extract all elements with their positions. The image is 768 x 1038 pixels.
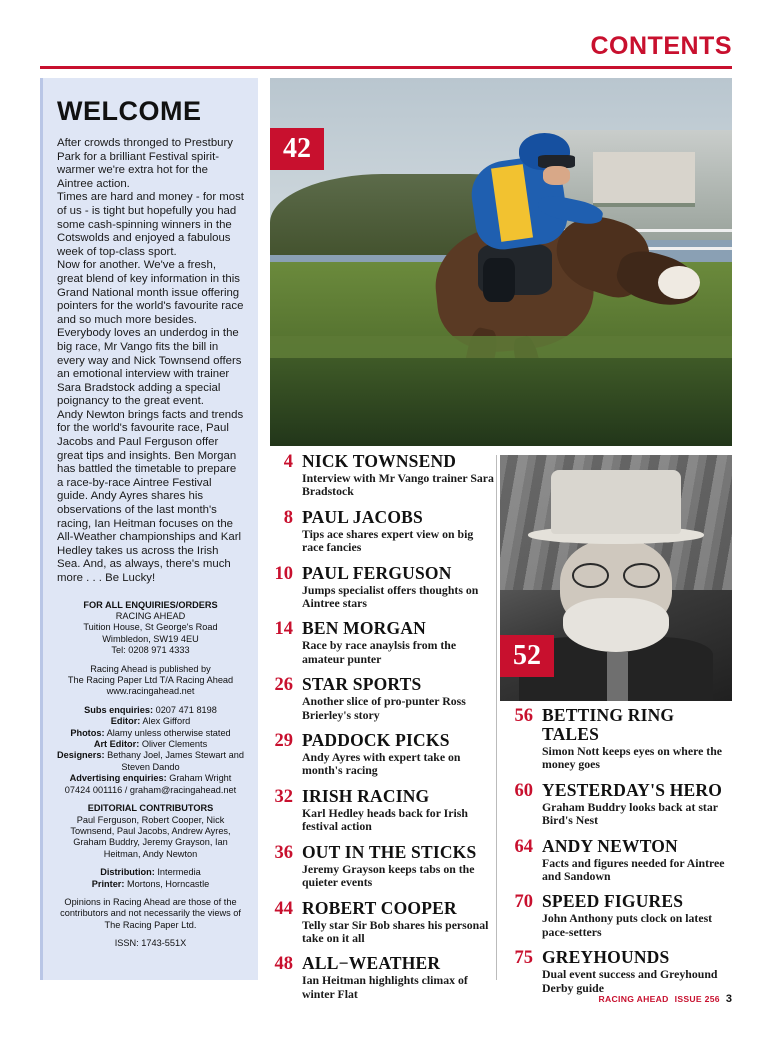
contents-page-number: 26 bbox=[274, 675, 293, 696]
contents-entry-subtitle: John Anthony puts clock on latest pace-setters bbox=[542, 911, 713, 939]
contents-page-number: 29 bbox=[274, 731, 293, 752]
contents-entry[interactable] bbox=[508, 948, 734, 995]
portrait-photo-tophat bbox=[500, 455, 732, 701]
contents-entry[interactable] bbox=[270, 564, 494, 611]
contents-entry-subtitle: Karl Hedley heads back for Irish festival action bbox=[302, 805, 468, 834]
contents-entry-title: ROBERT COOPER bbox=[302, 897, 457, 918]
enquiries-heading: FOR ALL ENQUIRIES/ORDERS bbox=[83, 599, 218, 610]
distribution-value: Intermedia bbox=[157, 867, 201, 878]
contents-entry-title: STAR SPORTS bbox=[302, 674, 422, 695]
contents-page-number: 8 bbox=[283, 507, 293, 528]
contents-entry[interactable] bbox=[270, 843, 494, 890]
contents-entry[interactable] bbox=[508, 837, 734, 884]
welcome-paragraph: Everybody loves an underdog in the big race, Mr Vango fits the bill in every way and Nick Townsend offers an emotional interview with trainer Sara Bradstock adding a special poignancy to the great event. bbox=[57, 327, 242, 408]
enquiries-address-line2: Wimbledon, SW19 4EU bbox=[102, 633, 199, 644]
contents-entry-title: YESTERDAY'S HERO bbox=[542, 779, 723, 800]
welcome-paragraph: Andy Newton brings facts and trends for the world's favourite race, Paul Jacobs and Paul Ferguson offer great tips and insights. Ben Morgan has battled the timetable to prepare a race-by-race Aintree Festival guide. Andy Ayres shares his observations of the last month's racing, Ian Heitman focuses on the All-Weather championships and Karl Hedley takes us across the Irish Sea. And, as always, there's much more . . . Be Lucky! bbox=[57, 408, 244, 584]
contents-entry-subtitle: Jeremy Grayson keeps tabs on the quieter events bbox=[302, 861, 475, 890]
advertising-value: Graham Wright bbox=[169, 773, 232, 784]
contents-entry[interactable] bbox=[270, 619, 494, 666]
contents-list-right bbox=[508, 706, 734, 1004]
portrait-beard-shape bbox=[563, 598, 670, 652]
welcome-title: WELCOME bbox=[57, 96, 202, 126]
contributors-list: Paul Ferguson, Robert Cooper, Nick Townsend, Paul Jacobs, Andrew Ayres, Graham Buddry, Jeremy Grayson, Ian Heitman, Andy Newton bbox=[70, 814, 231, 859]
contents-entry-title: PAUL JACOBS bbox=[302, 506, 423, 527]
contents-page-number: 36 bbox=[274, 842, 293, 863]
designers-value: Bethany Joel, James Stewart and Steven Dando bbox=[107, 750, 244, 772]
contents-entry-subtitle: Facts and figures needed for Aintree and Sandown bbox=[542, 855, 725, 884]
disclaimer-text: Opinions in Racing Ahead are those of the contributors and not necessarily the views of The Racing Paper Ltd. bbox=[60, 896, 241, 930]
contents-entry-title: GREYHOUNDS bbox=[542, 947, 670, 968]
contents-page-number: 56 bbox=[514, 706, 533, 726]
hero-photo-racing bbox=[270, 78, 732, 446]
contents-entry-title: IRISH RACING bbox=[302, 785, 430, 806]
page-footer bbox=[599, 993, 732, 1005]
portrait-tie-shape bbox=[607, 652, 628, 701]
contents-entry[interactable] bbox=[270, 731, 494, 778]
contents-entry-subtitle: Graham Buddry looks back at star Bird's Nest bbox=[542, 799, 718, 828]
contents-entry-subtitle: Interview with Mr Vango trainer Sara Bradstock bbox=[302, 471, 494, 499]
footer-page-number: 3 bbox=[725, 993, 732, 1005]
page-badge-52[interactable]: 52 bbox=[500, 635, 554, 677]
printer-value: Mortons, Horncastle bbox=[127, 878, 210, 889]
designers-label: Designers: bbox=[57, 750, 105, 761]
contents-entry[interactable] bbox=[270, 954, 494, 1001]
contents-entry-title: NICK TOWNSEND bbox=[302, 451, 457, 471]
glasses-icon bbox=[572, 563, 609, 588]
contents-page-number: 48 bbox=[274, 954, 293, 975]
contents-page-number: 60 bbox=[514, 780, 533, 801]
glasses-icon bbox=[623, 563, 660, 588]
advertising-contact[interactable]: 07424 001116 / graham@racingahead.net bbox=[64, 784, 237, 795]
contents-entry-title: ANDY NEWTON bbox=[542, 835, 678, 856]
contents-list-left bbox=[270, 452, 494, 1010]
enquiries-telephone: Tel: 0208 971 4333 bbox=[111, 645, 190, 656]
published-by-line1: Racing Ahead is published by bbox=[90, 663, 211, 674]
horse-blaze-shape bbox=[658, 266, 700, 299]
page-title: CONTENTS bbox=[590, 32, 732, 60]
contents-entry-title: PAUL FERGUSON bbox=[302, 562, 452, 583]
contents-entry-title: PADDOCK PICKS bbox=[302, 730, 450, 751]
contents-page-number: 44 bbox=[274, 898, 293, 919]
contents-entry[interactable] bbox=[270, 508, 494, 555]
contents-page-number: 32 bbox=[274, 786, 293, 807]
photos-label: Photos: bbox=[70, 727, 105, 738]
editor-value: Alex Gifford bbox=[142, 716, 191, 727]
welcome-paragraph: After crowds thronged to Prestbury Park for a brilliant Festival spirit-warmer we're extra hot for the Aintree action. bbox=[57, 137, 234, 190]
subs-value: 0207 471 8198 bbox=[155, 704, 217, 715]
contents-entry[interactable] bbox=[270, 787, 494, 834]
enquiries-block bbox=[57, 600, 244, 950]
contents-entry-subtitle: Jumps specialist offers thoughts on Aintree stars bbox=[302, 582, 479, 611]
jockey-boot-shape bbox=[483, 258, 515, 302]
contents-entry-subtitle: Another slice of pro-punter Ross Brierley's story bbox=[302, 694, 466, 722]
contents-page-number: 64 bbox=[514, 836, 533, 857]
contents-entry-subtitle: Simon Nott keeps eyes on where the money goes bbox=[542, 744, 723, 772]
contents-entry-title: BETTING RING TALES bbox=[542, 705, 675, 744]
art-editor-value: Oliver Clements bbox=[141, 739, 208, 750]
contents-entry-subtitle: Race by race anaylsis from the amateur punter bbox=[302, 638, 457, 666]
contents-entry-title: ALL−WEATHER bbox=[302, 953, 441, 974]
contents-entry[interactable] bbox=[508, 781, 734, 828]
art-editor-label: Art Editor: bbox=[93, 739, 140, 750]
page-badge-42[interactable]: 42 bbox=[270, 128, 324, 170]
photos-value: Alamy unless otherwise stated bbox=[106, 727, 231, 738]
contents-entry-title: SPEED FIGURES bbox=[542, 891, 684, 912]
welcome-paragraph: Times are hard and money - for most of us - is tight but hopefully you had some cash-spinning winners in the Cotswolds and enjoyed a fabulous week of top-class sport. bbox=[57, 191, 244, 258]
contents-entry-subtitle: Ian Heitman highlights climax of winter Flat bbox=[302, 973, 468, 1001]
jockey-face-shape bbox=[543, 166, 571, 184]
welcome-panel bbox=[40, 78, 258, 980]
welcome-paragraph: Now for another. We've a fresh, great blend of key information in this Grand National month issue offering pointers for the world's favourite race and so much more besides. bbox=[57, 259, 244, 326]
header-divider bbox=[40, 66, 732, 69]
photo-hedge bbox=[270, 358, 732, 446]
website-link[interactable]: www.racingahead.net bbox=[106, 686, 195, 697]
published-by-line2: The Racing Paper Ltd T/A Racing Ahead bbox=[67, 675, 234, 686]
contents-entry[interactable] bbox=[508, 706, 734, 772]
contents-page-number: 14 bbox=[274, 619, 293, 640]
contents-page-number: 4 bbox=[283, 452, 293, 472]
tophat-shape bbox=[551, 470, 681, 534]
contents-entry-subtitle: Telly star Sir Bob shares his personal take on it all bbox=[302, 917, 489, 945]
contents-entry[interactable] bbox=[270, 675, 494, 722]
enquiries-company: RACING AHEAD bbox=[115, 611, 186, 621]
welcome-body bbox=[57, 137, 244, 586]
enquiries-address-line1: Tuition House, St George's Road bbox=[83, 622, 218, 633]
contents-entry-subtitle: Tips ace shares expert view on big race fancies bbox=[302, 526, 474, 555]
footer-issue: ISSUE 256 bbox=[674, 994, 720, 1004]
contents-entry-title: OUT IN THE STICKS bbox=[302, 841, 477, 862]
issn-text: ISSN: 1743-551X bbox=[114, 938, 187, 949]
footer-publication: RACING AHEAD bbox=[598, 994, 669, 1004]
contents-entry-subtitle: Dual event success and Greyhound Derby guide bbox=[542, 967, 718, 995]
column-divider bbox=[496, 455, 497, 980]
photo-hedge-top bbox=[270, 336, 732, 358]
contents-entry[interactable] bbox=[508, 892, 734, 939]
printer-label: Printer: bbox=[91, 878, 125, 889]
page-header bbox=[40, 34, 732, 69]
distribution-label: Distribution: bbox=[100, 867, 155, 878]
contents-entry-subtitle: Andy Ayres with expert take on month's racing bbox=[302, 750, 461, 778]
contents-page-number: 70 bbox=[514, 892, 533, 913]
photo-building bbox=[593, 152, 695, 207]
contents-page-number: 10 bbox=[274, 563, 293, 584]
contents-entry[interactable] bbox=[270, 452, 494, 499]
editor-label: Editor: bbox=[110, 716, 141, 727]
contents-entry-title: BEN MORGAN bbox=[302, 618, 427, 639]
contents-page-number: 75 bbox=[514, 948, 533, 969]
advertising-label: Advertising enquiries: bbox=[69, 773, 167, 784]
contents-entry[interactable] bbox=[270, 899, 494, 946]
subs-label: Subs enquiries: bbox=[84, 704, 154, 715]
contributors-heading: EDITORIAL CONTRIBUTORS bbox=[87, 803, 214, 814]
